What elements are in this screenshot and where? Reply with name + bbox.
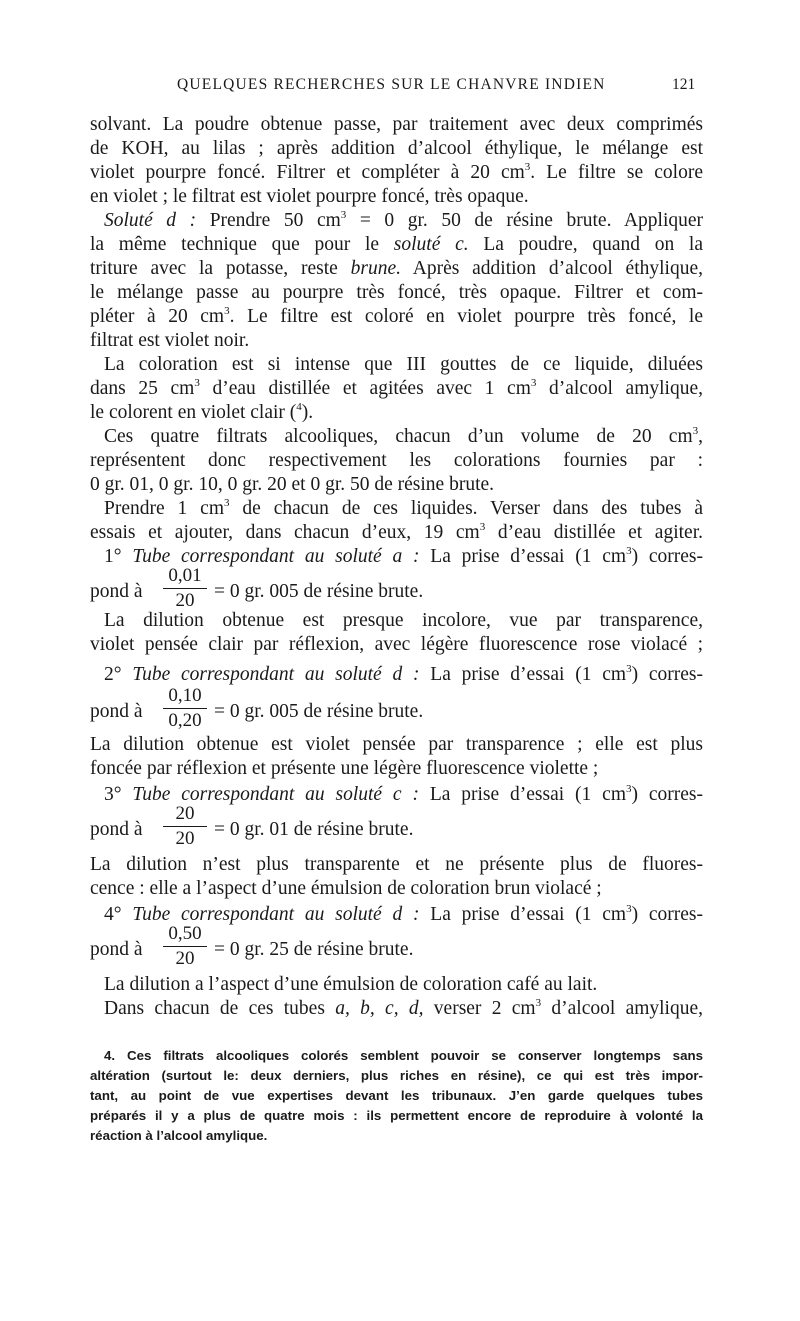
running-title: QUELQUES RECHERCHES SUR LE CHANVRE INDIEN [177,76,606,93]
fraction-prefix: pond à [90,701,143,722]
text-line: essais et ajouter, dans chacun d’eux, 19 $cm^3$ d’eau distillée et agiter. [90,521,703,543]
fraction-line [90,804,703,848]
fraction-line [90,924,703,968]
fraction-bar [163,826,207,827]
text-line: 3° Tube correspondant au soluté c : La prise d’essai (1 $cm^3$) corres- [104,783,703,805]
denominator: 0,20 [168,710,202,731]
fraction-suffix: = 0 gr. 005 de résine brute. [214,701,424,722]
text-line: solvant. La poudre obtenue passe, par traitement avec deux comprimés [90,114,703,135]
text-line: La dilution a l’aspect d’une émulsion de coloration café au lait. [104,974,598,995]
numerator: 0,50 [168,923,202,944]
footnote-line: préparés il y a plus de quatre mois : ils permettent encore de reproduire à volonté la [90,1108,703,1123]
text-line: triture avec la potasse, reste brune. Après addition d’alcool éthylique, [90,258,704,279]
text-line: 2° Tube correspondant au soluté d : La prise d’essai (1 $cm^3$) corres- [104,663,703,685]
text-line: de KOH, au lilas ; après addition d’alcool éthylique, le mélange est [90,138,703,159]
fraction-suffix: = 0 gr. 005 de résine brute. [214,581,424,602]
fraction [163,804,207,848]
denominator: 20 [175,590,195,611]
text-line: dans 25 $cm^3$ d’eau distillée et agitées avec 1 $cm^3$ d’alcool amylique, [90,377,703,399]
text-line: cence : elle a l’aspect d’une émulsion de coloration brun violacé ; [90,878,602,899]
text-line: la même technique que pour le soluté c. La poudre, quand on la [90,234,703,255]
fraction-suffix: = 0 gr. 01 de résine brute. [214,819,414,840]
fraction-bar [163,946,207,947]
fraction-line [90,566,703,610]
numerator: 0,01 [168,565,202,586]
fraction-line [90,686,703,730]
text-line: 1° Tube correspondant au soluté a : La prise d’essai (1 $cm^3$) corres- [104,545,703,567]
fraction-prefix: pond à [90,819,143,840]
text-line: La dilution obtenue est presque incolore, vue par transparence, [104,610,703,631]
text-line: violet pourpre foncé. Filtrer et compléter à 20 $cm^3$. Le filtre se colore [90,161,703,183]
fraction-suffix: = 0 gr. 25 de résine brute. [214,939,414,960]
footnote-line: réaction à l’alcool amylique. [90,1128,268,1143]
text-line: pléter à 20 $cm^3$. Le filtre est coloré en violet pourpre très foncé, le [90,305,703,327]
numerator: 20 [175,803,195,824]
text-line: filtrat est violet noir. [90,330,250,351]
numerator: 0,10 [168,685,202,706]
footnote-line: tant, au point de vue expertises devant les tribunaux. J’en garde quelques tubes [90,1088,703,1103]
denominator: 20 [175,948,195,969]
fraction [163,566,207,610]
footnote-line: altération (surtout le: deux derniers, plus riches en résine), ce qui est très impor- [90,1068,703,1083]
text-line: le colorent en violet clair ($^4$). [90,401,314,423]
fraction-bar [163,588,207,589]
page-number: 121 [672,76,696,93]
denominator: 20 [175,828,195,849]
text-line: en violet ; le filtrat est violet pourpre foncé, très opaque. [90,186,529,207]
text-line: le mélange passe au pourpre très foncé, très opaque. Filtrer et com- [90,282,703,303]
text-line: La dilution n’est plus transparente et ne présente plus de fluores- [90,854,703,875]
text-line: Dans chacun de ces tubes a, b, c, d, verser 2 $cm^3$ d’alcool amylique, [104,997,704,1019]
footnote-line: 4. Ces filtrats alcooliques colorés semblent pouvoir se conserver longtemps sans [104,1048,703,1063]
text-line: violet pensée clair par réflexion, avec légère fluorescence rose violacé ; [90,634,703,655]
fraction-bar [163,708,207,709]
fraction-prefix: pond à [90,939,143,960]
text-line: représentent donc respectivement les colorations fournies par : [90,450,703,471]
text-line: Ces quatre filtrats alcooliques, chacun d’un volume de 20 $cm^3$, [104,425,703,447]
text-line: 0 gr. 01, 0 gr. 10, 0 gr. 20 et 0 gr. 50 de résine brute. [90,474,495,495]
fraction [163,924,207,968]
text-line: 4° Tube correspondant au soluté d : La prise d’essai (1 $cm^3$) corres- [104,903,703,925]
page-header [0,76,800,100]
text-line: Prendre 1 $cm^3$ de chacun de ces liquides. Verser dans des tubes à [104,497,704,519]
text-line: Soluté d : Prendre 50 $cm^3 = 0$ gr. 50 de résine brute. Appliquer [104,209,704,231]
fraction [163,686,207,730]
text-line: La dilution obtenue est violet pensée par transparence ; elle est plus [90,734,703,755]
footnote-ref: 4 [296,401,302,413]
fraction-prefix: pond à [90,581,143,602]
text-line: La coloration est si intense que III gouttes de ce liquide, diluées [104,354,703,375]
text-line: foncée par réflexion et présente une légère fluorescence violette ; [90,758,599,779]
